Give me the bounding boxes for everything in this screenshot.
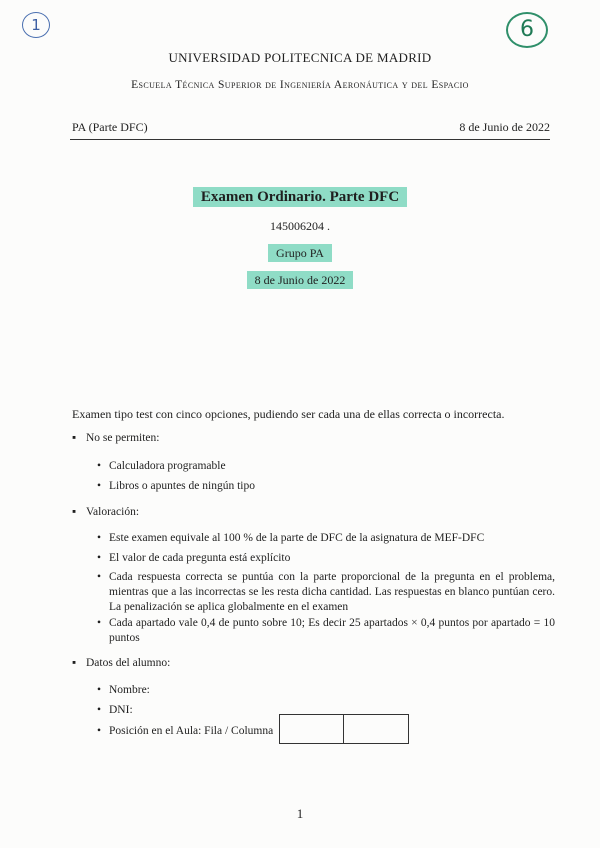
exam-title-wrap: [0, 189, 600, 206]
exam-date-wrap: [0, 273, 600, 288]
list-item: • Posición en el Aula: Fila / Columna: [97, 725, 274, 737]
page-number: 1: [296, 806, 304, 821]
section-no-permitido: ▪ No se permiten:: [72, 432, 160, 444]
list-item: • DNI:: [97, 704, 133, 716]
exam-code: 145006204 .: [270, 219, 330, 233]
section-valoracion: ▪ Valoración:: [72, 506, 140, 518]
list-item: • Este examen equivale al 100 % de la parte de DFC de la asignatura de MEF-DFC: [97, 532, 485, 544]
handwritten-mark-left: 1: [22, 12, 50, 38]
list-item: • Cada respuesta correcta se puntúa con la parte proporcional de la pregunta en el problema, mientras que a las incorrectas se les resta dicha cantidad. Las respuestas en blanco puntúan cero. La penalización se aplica globalmente en el examen: [97, 571, 555, 613]
section-label: Datos del alumno:: [86, 657, 171, 669]
exam-intro: Examen tipo test con cinco opciones, pudiendo ser cada una de ellas correcta o incorrecta.: [72, 407, 505, 421]
school-name: Escuela Técnica Superior de Ingeniería Aeronáutica y del Espacio: [131, 79, 469, 91]
exam-title: Examen Ordinario. Parte DFC: [193, 187, 407, 207]
university-name: UNIVERSIDAD POLITECNICA DE MADRID: [168, 50, 432, 65]
list-item: • Cada apartado vale 0,4 de punto sobre 10; Es decir 25 apartados × 0,4 puntos por apartado = 10 puntos: [97, 617, 555, 644]
list-item: • Calculadora programable: [97, 460, 226, 472]
section-datos: ▪ Datos del alumno:: [72, 657, 171, 669]
box-divider: [343, 715, 344, 743]
section-label: Valoración:: [86, 506, 140, 518]
exam-group: Grupo PA: [268, 244, 332, 262]
exam-date: 8 de Junio de 2022: [247, 271, 354, 289]
handwritten-mark-right: 6: [506, 12, 548, 48]
exam-group-wrap: [0, 246, 600, 261]
header-course: PA (Parte DFC): [72, 120, 148, 134]
header-date: 8 de Junio de 2022: [459, 120, 550, 134]
list-item: • El valor de cada pregunta está explícito: [97, 552, 291, 564]
row-column-boxes[interactable]: [279, 714, 409, 744]
list-item: • Nombre:: [97, 684, 150, 696]
list-item: • Libros o apuntes de ningún tipo: [97, 480, 255, 492]
header-rule: [70, 139, 550, 140]
section-label: No se permiten:: [86, 432, 160, 444]
